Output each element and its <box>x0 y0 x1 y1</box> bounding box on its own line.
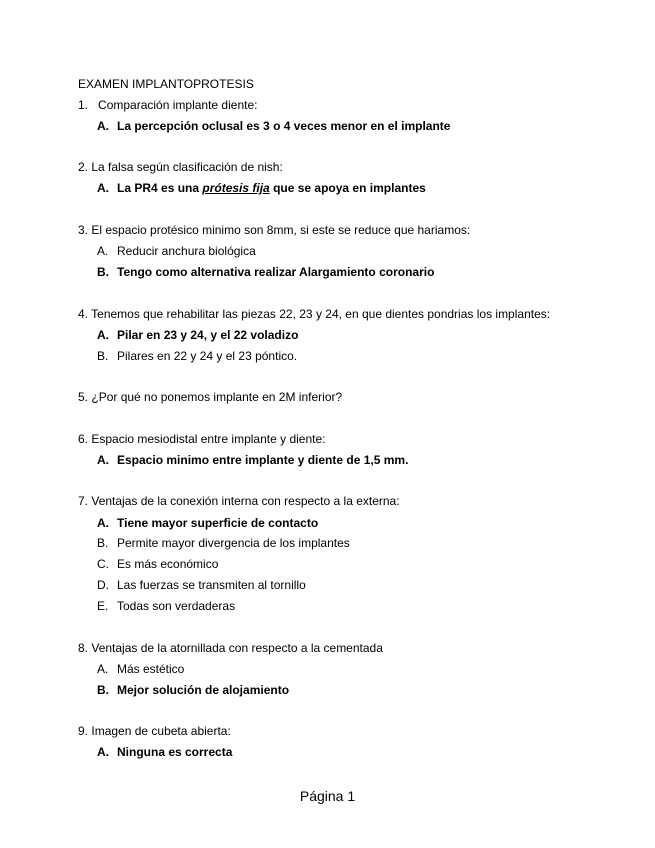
question-7-option-e <box>97 599 235 613</box>
option-text-emphasis: prótesis fija <box>202 181 270 195</box>
option-text: Ninguna es correcta <box>117 745 233 759</box>
question-text: Ventajas de la conexión interna con respecto a la externa: <box>91 494 400 508</box>
option-letter: A. <box>97 119 109 133</box>
question-4 <box>78 307 550 321</box>
question-8-option-a <box>97 662 184 676</box>
question-3 <box>78 223 470 237</box>
option-text: Pilares en 22 y 24 y el 23 póntico. <box>117 349 298 363</box>
question-text: Espacio mesiodistal entre implante y diente: <box>91 432 326 446</box>
option-letter: A. <box>97 181 109 195</box>
option-text: Es más económico <box>117 557 219 571</box>
option-letter: B. <box>97 265 109 279</box>
option-letter: B. <box>97 349 109 363</box>
option-letter: A. <box>97 244 109 258</box>
option-text: Reducir anchura biológica <box>117 244 256 258</box>
option-text: Más estético <box>117 662 185 676</box>
option-text: Tengo como alternativa realizar Alargamiento coronario <box>117 265 435 279</box>
question-7-option-d <box>97 578 306 592</box>
question-number: 4. <box>78 307 89 321</box>
question-number: 7. <box>78 494 89 508</box>
option-text: Las fuerzas se transmiten al tornillo <box>117 578 306 592</box>
option-text-after: que se apoya en implantes <box>269 181 426 195</box>
question-number: 2. <box>78 160 89 174</box>
question-9 <box>78 724 231 738</box>
question-8-option-b <box>97 683 289 697</box>
option-letter: A. <box>97 662 109 676</box>
option-letter: B. <box>97 536 109 550</box>
document-title: EXAMEN IMPLANTOPROTESIS <box>78 77 254 91</box>
option-letter: A. <box>97 516 109 530</box>
question-text: Comparación implante diente: <box>98 98 258 112</box>
question-number: 3. <box>78 223 89 237</box>
question-6 <box>78 432 325 446</box>
question-3-option-a <box>97 244 256 258</box>
question-text: El espacio protésico minimo son 8mm, si este se reduce que hariamos: <box>91 223 471 237</box>
question-1-option-a <box>97 119 450 133</box>
question-number: 8. <box>78 641 89 655</box>
question-number: 9. <box>78 724 89 738</box>
question-9-option-a <box>97 745 232 759</box>
question-text: Ventajas de la atornillada con respecto a la cementada <box>91 641 383 655</box>
question-7-option-b <box>97 536 350 550</box>
question-number: 5. <box>78 390 89 404</box>
option-letter: C. <box>97 557 109 571</box>
question-7-option-a <box>97 516 318 530</box>
option-letter: A. <box>97 328 109 342</box>
question-8 <box>78 641 383 655</box>
question-text: La falsa según clasificación de nish: <box>91 160 283 174</box>
question-7-option-c <box>97 557 218 571</box>
option-letter: B. <box>97 683 109 697</box>
option-letter: A. <box>97 453 109 467</box>
option-text-before: La PR4 es una <box>117 181 203 195</box>
option-text: Pilar en 23 y 24, y el 22 voladizo <box>117 328 299 342</box>
question-number: 6. <box>78 432 89 446</box>
option-text: Permite mayor divergencia de los implantes <box>117 536 350 550</box>
option-letter: D. <box>97 578 109 592</box>
page-footer: Página 1 <box>299 788 356 804</box>
question-7 <box>78 494 400 508</box>
option-text: La percepción oclusal es 3 o 4 veces menor en el implante <box>117 119 451 133</box>
question-4-option-a <box>97 328 298 342</box>
question-number: 1. <box>78 98 89 112</box>
question-text: Imagen de cubeta abierta: <box>91 724 231 738</box>
option-text: Mejor solución de alojamiento <box>117 683 290 697</box>
question-1 <box>78 98 257 112</box>
question-4-option-b <box>97 349 297 363</box>
option-text: Tiene mayor superficie de contacto <box>117 516 319 530</box>
option-text: Todas son verdaderas <box>117 599 236 613</box>
question-text: ¿Por qué no ponemos implante en 2M inferior? <box>91 390 343 404</box>
option-text: Espacio minimo entre implante y diente de 1,5 mm. <box>117 453 409 467</box>
question-5 <box>78 390 342 404</box>
question-2-option-a <box>97 181 426 195</box>
question-6-option-a <box>97 453 408 467</box>
question-3-option-b <box>97 265 434 279</box>
option-letter: A. <box>97 745 109 759</box>
question-text: Tenemos que rehabilitar las piezas 22, 23 y 24, en que dientes pondrias los implantes: <box>91 307 551 321</box>
question-2 <box>78 160 283 174</box>
option-letter: E. <box>97 599 109 613</box>
